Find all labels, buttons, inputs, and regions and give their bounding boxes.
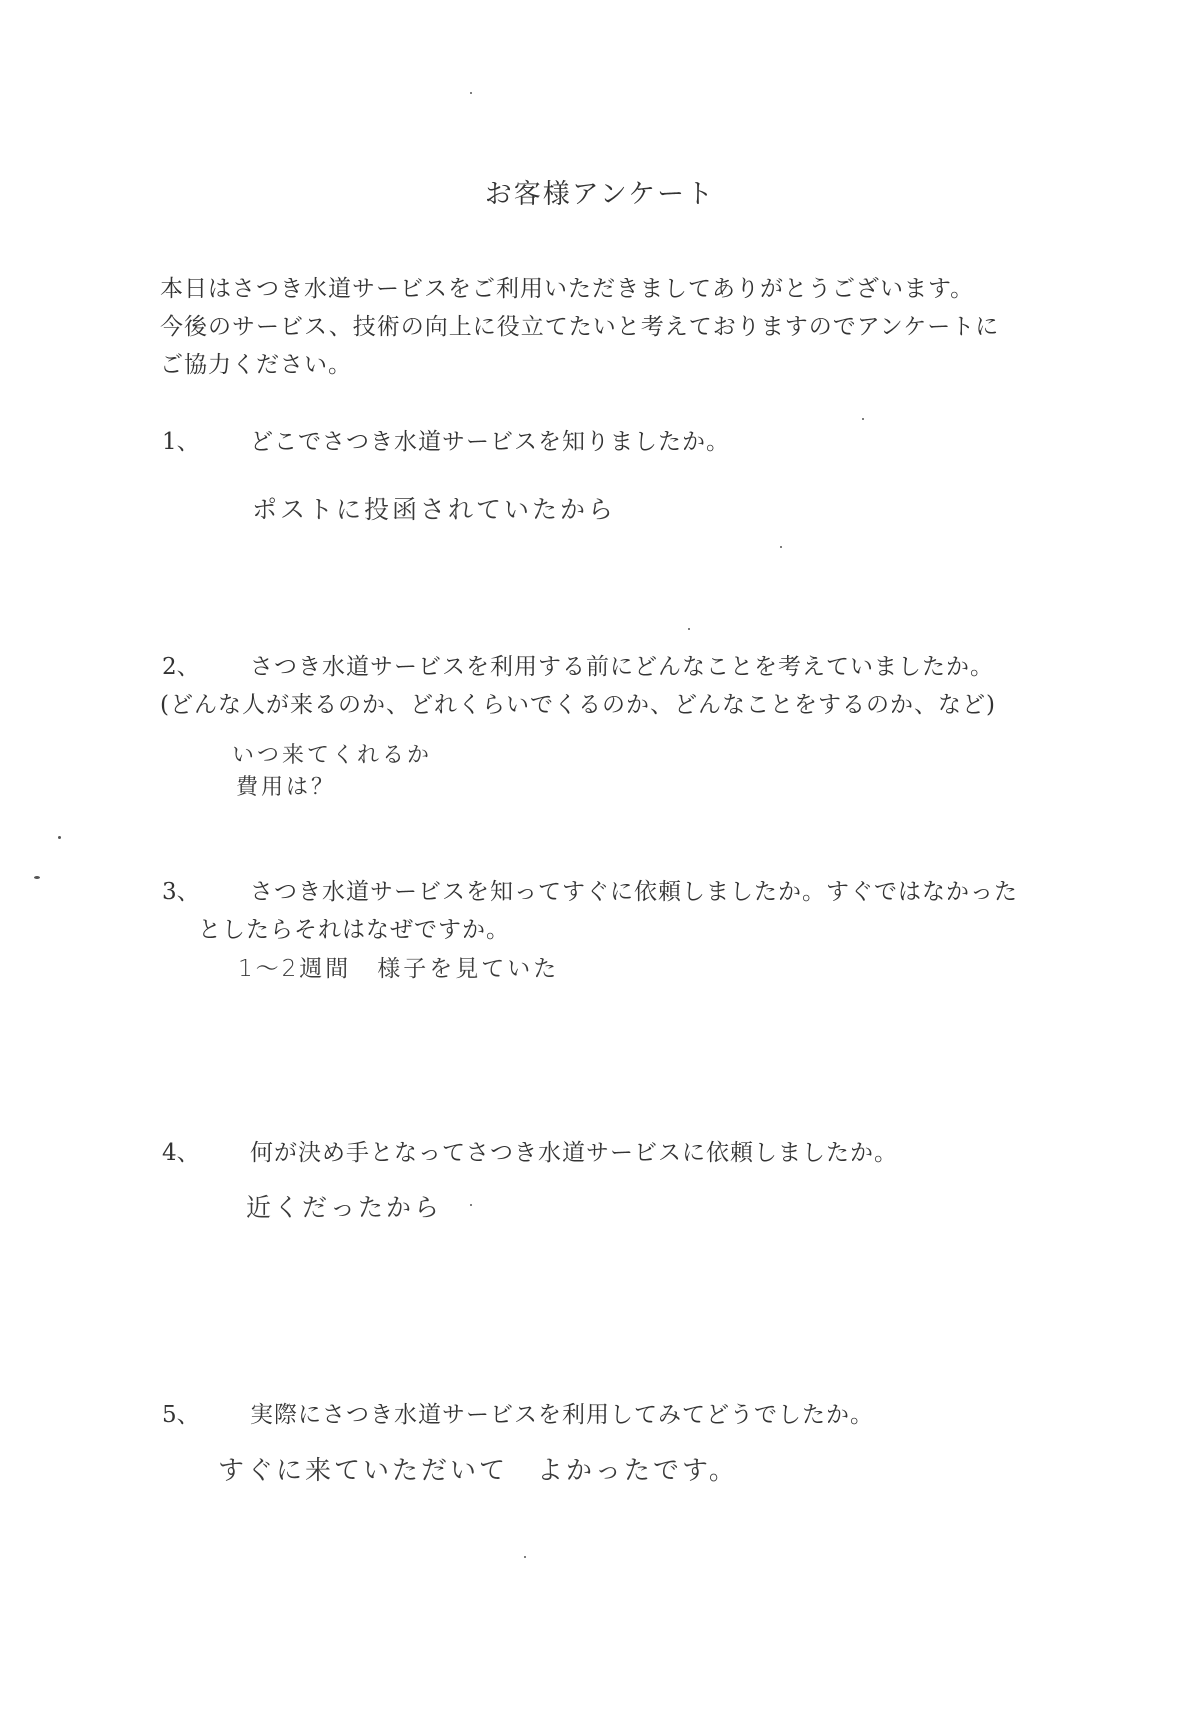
intro-paragraph (160, 270, 1060, 384)
handwritten-answer: 費用は？ (236, 775, 337, 800)
intro-line: 本日はさつき水道サービスをご利用いただきましてありがとうございます。 (160, 276, 975, 302)
page-title: お客様アンケート (484, 179, 716, 210)
question-text: さつき水道サービスを利用する前にどんなことを考えていましたか。 (250, 654, 994, 680)
scan-speck (688, 628, 690, 630)
handwritten-answer: いつ来てくれるか (232, 743, 433, 768)
question-number: 4、 (162, 1140, 200, 1166)
handwritten-answer: すぐに来ていただいて よかったです。 (218, 1456, 738, 1486)
question-subtext: としたらそれはなぜですか。 (198, 917, 510, 943)
question-number: 1、 (162, 429, 200, 455)
question-subtext: (どんな人が来るのか、どれくらいでくるのか、どんなことをするのか、など) (160, 692, 996, 718)
question-text: どこでさつき水道サービスを知りましたか。 (250, 429, 730, 455)
intro-line: 今後のサービス、技術の向上に役立てたいと考えておりますのでアンケートに (160, 314, 1000, 340)
scan-speck (470, 1204, 472, 1206)
scan-speck (34, 876, 40, 879)
question-text: さつき水道サービスを知ってすぐに依頼しましたか。すぐではなかった (250, 879, 1018, 905)
scan-speck (58, 836, 61, 839)
handwritten-answer: 1～2週間 様子を見ていた (238, 956, 560, 982)
question-number: 5、 (162, 1402, 200, 1428)
scan-speck (470, 92, 472, 94)
scan-speck (780, 546, 782, 548)
intro-line: ご協力ください。 (160, 352, 352, 378)
handwritten-answer: 近くだったから (246, 1193, 443, 1222)
scan-speck (524, 1556, 526, 1558)
handwritten-answer: ポストに投函されていたから (252, 495, 617, 524)
question-text: 何が決め手となってさつき水道サービスに依頼しましたか。 (250, 1140, 898, 1166)
question-number: 3、 (162, 879, 200, 905)
question-number: 2、 (162, 654, 200, 680)
scan-speck (862, 418, 864, 420)
question-text: 実際にさつき水道サービスを利用してみてどうでしたか。 (250, 1402, 874, 1428)
